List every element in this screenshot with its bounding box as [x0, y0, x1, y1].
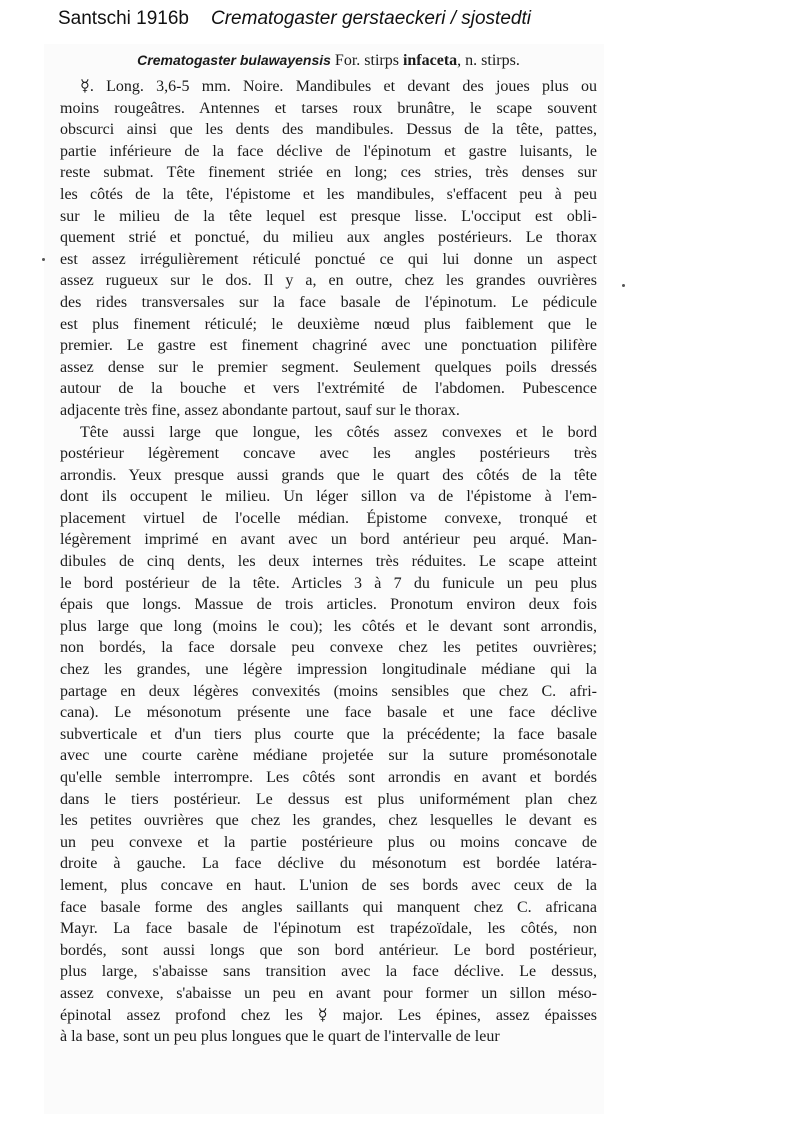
text-line: cana). Le mésonotum présente une face basale et une face déclive — [60, 704, 597, 722]
text-line: dont ils occupent le milieu. Un léger sillon va de l'épistome à l'em- — [60, 488, 597, 506]
text-line: le bord postérieur de la tête. Articles 3 à 7 du funicule un peu plus — [60, 574, 597, 592]
text-line: est plus finement réticulé; le deuxième nœud plus faiblement que le — [60, 315, 597, 333]
description-text — [60, 50, 597, 1048]
scan-speck — [622, 284, 625, 287]
text-line: placement virtuel de l'ocelle médian. Épistome convexe, tronqué et — [60, 509, 597, 527]
text-line: qu'elle semble interrompre. Les côtés sont arrondis en avant et bordés — [60, 769, 597, 786]
taxon-heading — [60, 50, 597, 71]
text-line: plus large que long (moins le cou); les côtés et le devant sont arrondis, — [60, 617, 597, 635]
text-line: avec une courte carène médiane projetée sur la suture promésonotale — [60, 747, 597, 765]
paragraph-morphology — [60, 422, 597, 1048]
text-line: épais que longs. Massue de trois articles. Pronotum environ deux fois — [60, 596, 597, 614]
text-line: sur le milieu de la tête lequel est presque lisse. L'occiput est obli- — [60, 207, 597, 225]
text-line: les petites ouvrières que chez les grandes, chez lesquelles le devant es — [60, 812, 597, 830]
text-line: non bordés, la face dorsale peu convexe chez les petites ouvrières; — [60, 639, 597, 657]
text-line: assez convexe, s'abaisse un peu en avant pour former un sillon méso- — [60, 984, 597, 1002]
text-line: épinotal assez profond chez les ☿ major. Les épines, assez épaisses — [60, 1006, 597, 1024]
stirps-name: infaceta — [402, 52, 458, 69]
text-line: droite à gauche. La face déclive du mésonotum est bordée latéra- — [60, 855, 597, 873]
text-line: quement strié et ponctué, du milieu aux angles postérieurs. Le thorax — [60, 229, 597, 247]
text-line: assez rugueux sur le dos. Il y a, en outre, chez les grandes ouvrières — [60, 272, 597, 290]
text-line: autour de la bouche et vers l'extrémité de l'abdomen. Pubescence — [60, 380, 597, 398]
text-line: partie inférieure de la face déclive de l'épinotum et gastre luisants, le — [60, 142, 597, 160]
text-line: plus large, s'abaisse sans transition avec la face déclive. Le dessus, — [60, 963, 597, 981]
text-line: à la base, sont un peu plus longues que le quart de l'intervalle de leur — [60, 1028, 500, 1046]
text-line: subverticale et d'un tiers plus courte que la précédente; la face basale — [60, 725, 597, 743]
text-line: chez les grandes, une légère impression longitudinale médiane qui la — [60, 661, 597, 679]
text-line: postérieur légèrement concave avec les angles postérieurs très — [60, 445, 597, 463]
text-line: face basale forme des angles saillants qui manquent chez C. africana — [60, 898, 597, 916]
text-line: moins rougeâtres. Antennes et tarses roux brunâtre, le scape souvent — [60, 99, 597, 117]
text-line: partage en deux légères convexités (moins sensibles que chez C. afri- — [60, 682, 597, 700]
text-line: les côtés de la tête, l'épistome et les mandibules, s'effacent peu à peu — [60, 185, 597, 203]
text-line: dibules de cinq dents, les deux internes très réduites. Le scape atteint — [60, 553, 597, 571]
text-line: Tête aussi large que longue, les côtés assez convexes et le bord — [80, 423, 597, 441]
text-line: assez dense sur le premier segment. Seulement quelques poils dressés — [60, 358, 597, 376]
text-line: adjacente très fine, assez abondante partout, sauf sur le thorax. — [60, 401, 460, 419]
text-line: reste submat. Tête finement striée en long; ces stries, très denses sur — [60, 164, 597, 182]
text-line: dans le tiers postérieur. Le dessus est plus uniformément plan chez — [60, 790, 597, 808]
text-line: Mayr. La face basale de l'épinotum est trapézoïdale, les côtés, non — [60, 920, 597, 938]
text-line: arrondis. Yeux presque aussi grands que le quart des côtés de la tête — [60, 466, 597, 484]
text-line: un peu convexe et la partie postérieure plus ou moins concave de — [60, 833, 597, 851]
text-line: lement, plus concave en haut. L'union de ses bords avec ceux de la — [60, 876, 597, 894]
species-name: Crematogaster bulawayensis — [137, 52, 331, 68]
text-line: des rides transversales sur la face basale de l'épinotum. Le pédicule — [60, 293, 597, 311]
text-line: ☿. Long. 3,6-5 mm. Noire. Mandibules et devant des joues plus ou — [80, 78, 597, 95]
text-line: obscurci ainsi que les dents des mandibules. Dessus de la tête, pattes, — [60, 121, 597, 139]
text-line: est assez irrégulièrement réticulé ponctué ce qui lui donne un aspect — [60, 250, 597, 268]
paragraph-worker-description — [60, 76, 597, 422]
scan-speck — [42, 258, 45, 261]
page-title: Crematogaster gerstaeckeri / sjostedti — [211, 8, 531, 29]
heading-suffix: , n. stirps. — [457, 52, 520, 69]
text-line: légèrement imprimé en avant avec un bord antérieur peu arqué. Man- — [60, 531, 597, 549]
author-year: Santschi 1916b — [58, 8, 189, 29]
heading-rest: For. stirps — [334, 52, 399, 69]
page-header — [58, 8, 758, 30]
text-line: bordés, sont aussi longs que son bord antérieur. Le bord postérieur, — [60, 941, 597, 959]
text-line: premier. Le gastre est finement chagriné avec une ponctuation pilifère — [60, 337, 597, 355]
